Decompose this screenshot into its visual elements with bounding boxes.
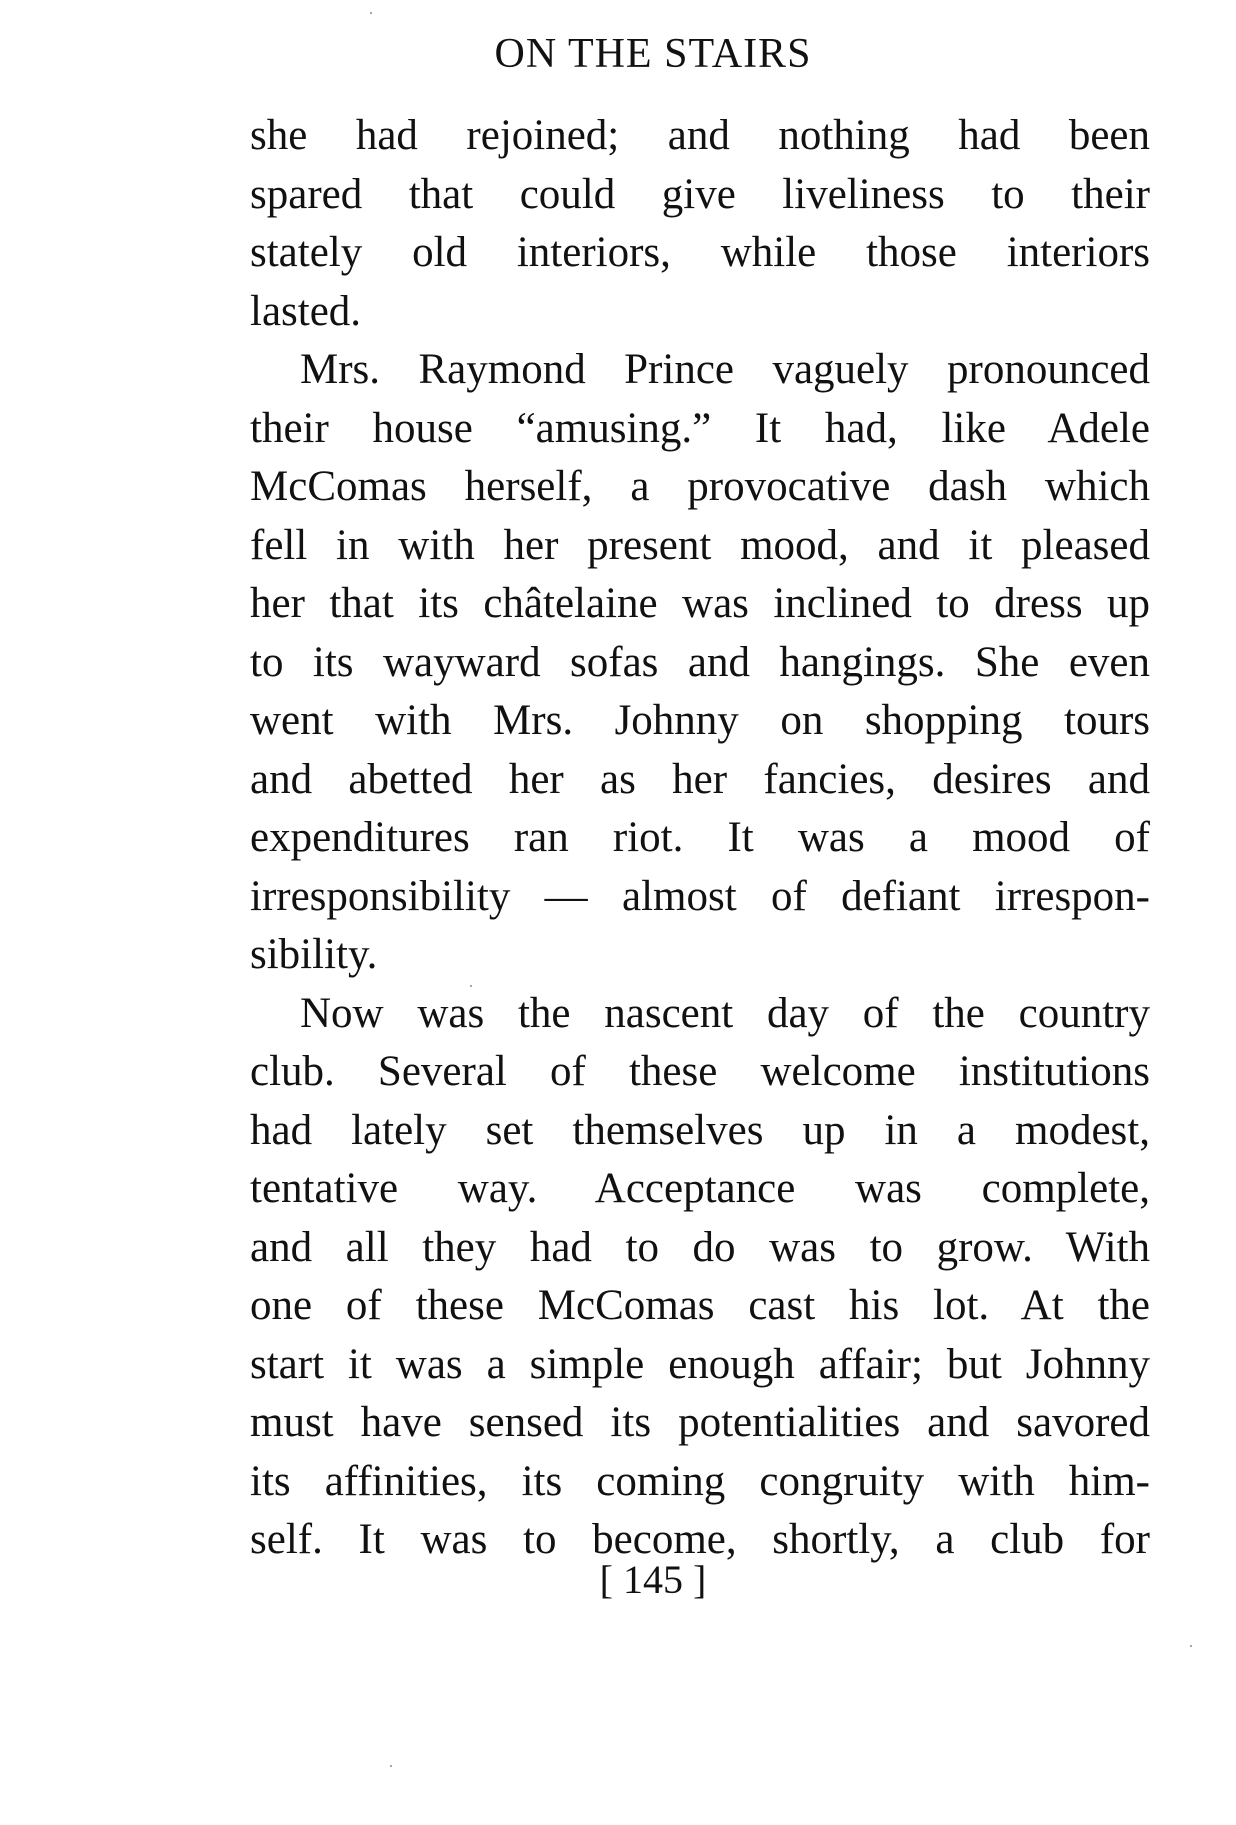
- text-line: spared that could give liveliness to their: [250, 170, 1150, 218]
- text-line: their house “amusing.” It had, like Adele: [250, 404, 1150, 452]
- text-line: one of these McComas cast his lot. At the: [250, 1282, 1150, 1329]
- scan-speck: [390, 1765, 392, 1767]
- text-line: had lately set themselves up in a modest,: [250, 1106, 1150, 1154]
- page-number-text: [ 145 ]: [599, 1557, 707, 1602]
- text-line: start it was a simple enough affair; but Johnny: [250, 1340, 1150, 1388]
- text-line: expenditures ran riot. It was a mood of: [250, 814, 1150, 861]
- page-number: [0, 1555, 1236, 1605]
- scan-speck: [1190, 1645, 1192, 1647]
- scan-speck: [470, 985, 472, 987]
- text-line: she had rejoined; and nothing had been: [250, 112, 1150, 159]
- body-text: [250, 107, 1150, 1570]
- text-line: lasted.: [250, 287, 362, 335]
- text-line: tentative way. Acceptance was complete,: [250, 1165, 1150, 1212]
- text-line: irresponsibility — almost of defiant irrespon-: [250, 872, 1150, 920]
- text-line: Now was the nascent day of the country: [300, 989, 1150, 1037]
- text-line: its affinities, its coming congruity with him-: [250, 1457, 1150, 1505]
- text-line: sibility.: [250, 931, 378, 978]
- text-line: her that its châtelaine was inclined to dress up: [250, 580, 1150, 627]
- running-head-text: ON THE STAIRS: [494, 31, 812, 77]
- text-line: club. Several of these welcome institutions: [250, 1048, 1150, 1095]
- text-line: and abetted her as her fancies, desires and: [250, 755, 1150, 803]
- text-line: Mrs. Raymond Prince vaguely pronounced: [300, 346, 1150, 393]
- text-line: went with Mrs. Johnny on shopping tours: [250, 697, 1150, 744]
- text-line: fell in with her present mood, and it pleased: [250, 521, 1150, 569]
- text-line: self. It was to become, shortly, a club for: [250, 1516, 1150, 1563]
- text-line: stately old interiors, while those interiors: [250, 229, 1150, 276]
- scan-speck: [370, 12, 372, 14]
- text-line: to its wayward sofas and hangings. She even: [250, 638, 1150, 686]
- text-line: and all they had to do was to grow. With: [250, 1223, 1150, 1271]
- running-head: [0, 26, 1236, 82]
- text-line: McComas herself, a provocative dash which: [250, 463, 1150, 510]
- text-line: must have sensed its potentialities and savored: [250, 1399, 1150, 1446]
